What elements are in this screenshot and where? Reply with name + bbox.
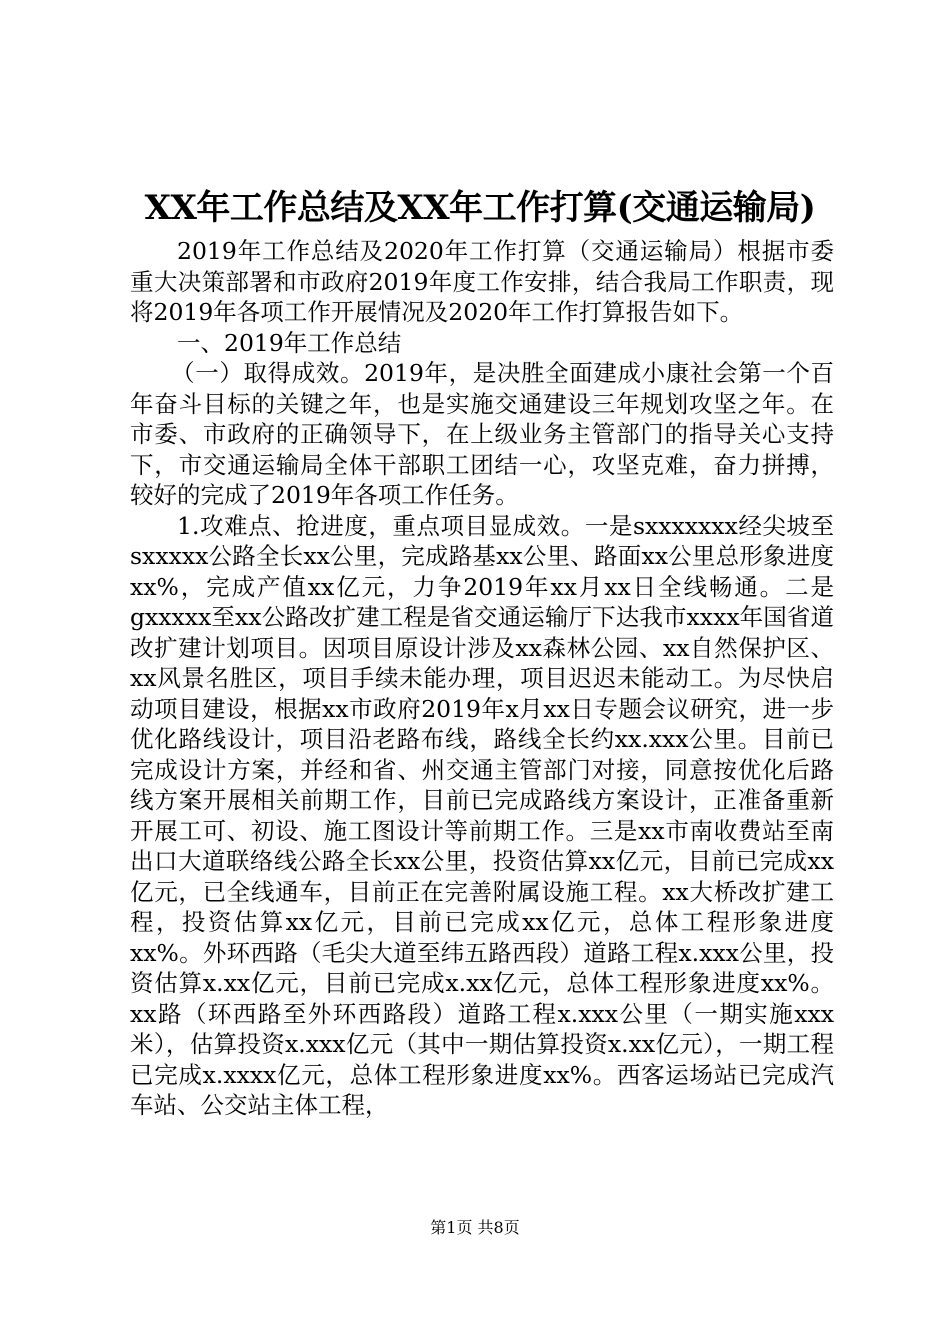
page-footer: 第1页 共8页 bbox=[430, 1218, 520, 1237]
section-heading: 一、2019年工作总结 bbox=[177, 328, 402, 357]
document-body bbox=[130, 236, 834, 1121]
document-title: XX年工作总结及XX年工作打算(交通运输局) bbox=[144, 188, 816, 228]
intro-paragraph: 2019年工作总结及2020年工作打算（交通运输局）根据市委重大决策部署和市政府2019年度工作安排，结合我局工作职责，现将2019年各项工作开展情况及2020年工作打算报告如下。 bbox=[130, 237, 834, 326]
achievements-paragraph: （一）取得成效。2019年，是决胜全面建成小康社会第一个百年奋斗目标的关键之年，也是实施交通建设三年规划攻坚之年。在市委、市政府的正确领导下，在上级业务主管部门的指导关心支持下，市交通运输局全体干部职工团结一心，攻坚克难，奋力拼搏，较好的完成了2019年各项工作任务。 bbox=[130, 359, 834, 509]
key-projects-paragraph: 1.攻难点、抢进度，重点项目显成效。一是sxxxxxxx经尖坡至sxxxxx公路全长xx公里，完成路基xx公里、路面xx公里总形象进度xx%，完成产值xx亿元，力争2019年xx月xx日全线畅通。二是gxxxxx至xx公路改扩建工程是省交通运输厅下达我市xxxx年国省道改扩建计划项目。因项目原设计涉及xx森林公园、xx自然保护区、xx风景名胜区，项目手续未能办理，项目迟迟未能动工。为尽快启动项目建设，根据xx市政府2019年x月xx日专题会议研究，进一步优化路线设计，项目沿老路布线，路线全长约xx.xxx公里。目前已完成设计方案，并经和省、州交通主管部门对接，同意按优化后路线方案开展相关前期工作，目前已完成路线方案设计，正准备重新开展工可、初设、施工图设计等前期工作。三是xx市南收费站至南出口大道联络线公路全长xx公里，投资估算xx亿元，目前已完成xx亿元，已全线通车，目前正在完善附属设施工程。xx大桥改扩建工程，投资估算xx亿元，目前已完成xx亿元，总体工程形象进度xx%。外环西路（毛尖大道至纬五路西段）道路工程x.xxx公里，投资估算x.xx亿元，目前已完成x.xx亿元，总体工程形象进度xx%。xx路（环西路至外环西路段）道路工程x.xxx公里（一期实施xxx米），估算投资x.xxx亿元（其中一期估算投资x.xx亿元），一期工程已完成x.xxxx亿元，总体工程形象进度xx%。西客运场站已完成汽车站、公交站主体工程， bbox=[130, 511, 834, 1119]
